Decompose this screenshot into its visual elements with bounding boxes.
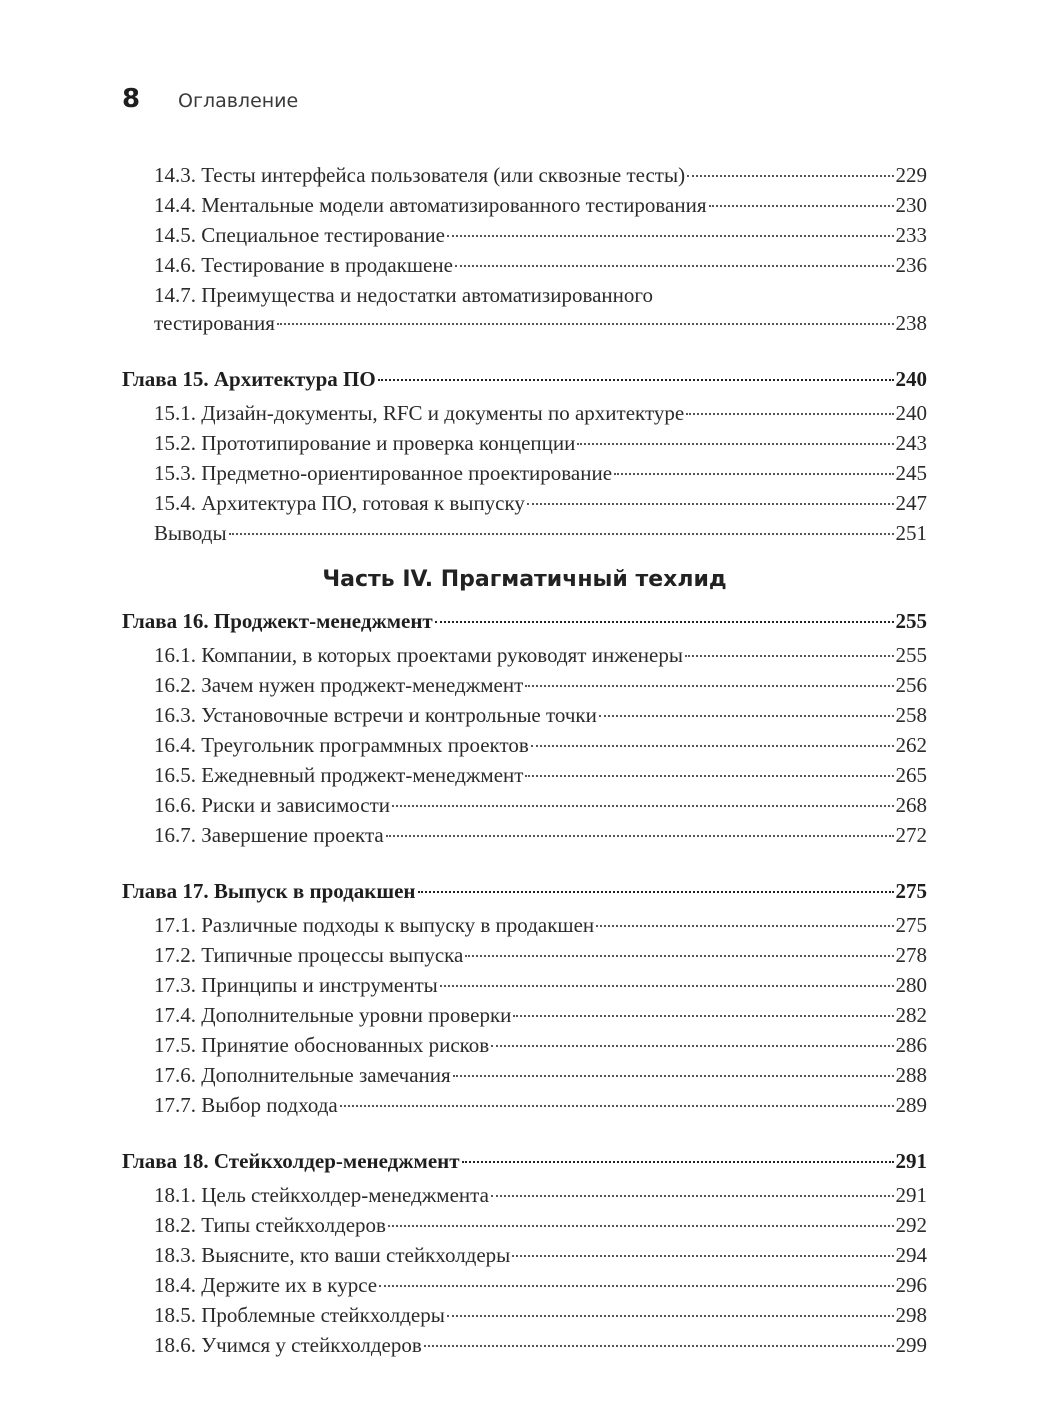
toc-entry[interactable] [122,1300,927,1330]
toc-entry[interactable] [122,1090,927,1120]
toc-entry-title: 16.3. Установочные встречи и контрольные точки [154,703,597,727]
dot-leader [379,1285,893,1287]
toc-entry-page: 294 [895,1243,927,1267]
dot-leader [525,685,893,687]
toc-entry-page: 240 [895,401,927,425]
toc-entry[interactable] [122,910,927,940]
dot-leader [491,1045,893,1047]
toc-entry-title: 18.1. Цель стейкхолдер-менеджмента [154,1183,489,1207]
page-number: 8 [122,84,141,114]
part-title[interactable]: Часть IV. Прагматичный техлид [322,567,727,592]
chapter-page: 275 [895,879,927,903]
toc-entry[interactable] [122,428,927,458]
toc-entry[interactable] [122,790,927,820]
toc-entry[interactable] [122,458,927,488]
toc-chapter-18[interactable] [122,1146,927,1176]
toc-entry-page: 272 [895,823,927,847]
toc-entry-title: 17.5. Принятие обоснованных рисков [154,1033,490,1057]
chapter-page: 255 [895,609,927,633]
toc-entry-title: 17.3. Принципы и инструменты [154,973,438,997]
toc-entry[interactable] [122,518,927,548]
toc-entry-title: 14.7. Преимущества и недостатки автоматизированного [154,283,653,307]
toc-entry-page: 298 [895,1303,927,1327]
toc-entry-page: 268 [895,793,927,817]
toc-entry[interactable] [122,398,927,428]
dot-leader [531,745,894,747]
toc-entry-title: 18.3. Выясните, кто ваши стейкхолдеры [154,1243,511,1267]
toc-entry[interactable] [122,760,927,790]
dot-leader [599,715,894,717]
dot-leader [513,1015,893,1017]
toc-entry-title: 18.5. Проблемные стейкхолдеры [154,1303,445,1327]
running-head [122,84,298,120]
toc-entry-title: тестирования [154,311,275,335]
toc-entry-page: 286 [895,1033,927,1057]
toc-entry[interactable] [122,820,927,850]
toc-chapter-16[interactable] [122,606,927,636]
dot-leader [447,235,894,237]
toc-entry[interactable] [122,700,927,730]
dot-leader [465,955,893,957]
toc-entry-title: 17.1. Различные подходы к выпуску в продакшен [154,913,595,937]
toc-entry[interactable] [122,1270,927,1300]
toc-entry-title: 14.3. Тесты интерфейса пользователя (или сквозные тесты) [154,163,686,187]
toc-entry[interactable] [122,1000,927,1030]
toc-entry-page: 238 [895,311,927,335]
dot-leader [596,925,893,927]
dot-leader [424,1345,894,1347]
toc-entry-page: 251 [895,521,927,545]
toc-entry[interactable] [122,1060,927,1090]
toc-entry[interactable] [122,640,927,670]
toc-entry[interactable] [122,940,927,970]
dot-leader [388,1225,894,1227]
toc-entry-title: 17.7. Выбор подхода [154,1093,338,1117]
dot-leader [447,1315,894,1317]
dot-leader [386,835,894,837]
toc-entry-title: 14.4. Ментальные модели автоматизированного тестирования [154,193,707,217]
toc-entry-title: 16.2. Зачем нужен проджект-менеджмент [154,673,524,697]
toc-entry-page: 265 [895,763,927,787]
toc-entry-title: 16.6. Риски и зависимости [154,793,391,817]
toc-entry-page: 245 [895,461,927,485]
toc-entry-page: 275 [895,913,927,937]
dot-leader [491,1195,894,1197]
dot-leader [686,413,893,415]
chapter-page: 291 [895,1149,927,1173]
dot-leader [392,805,893,807]
toc-entry-title: 15.2. Прототипирование и проверка концепции [154,431,576,455]
dot-leader [418,891,894,893]
toc-entry[interactable] [122,1210,927,1240]
dot-leader [455,265,894,267]
toc-entry[interactable] [122,1330,927,1360]
toc-entry-page: 288 [895,1063,927,1087]
toc-entry-page: 247 [895,491,927,515]
dot-leader [709,205,894,207]
toc-entry-title: 15.1. Дизайн-документы, RFC и документы по архитектуре [154,401,685,425]
toc-entry-page: 292 [895,1213,927,1237]
dot-leader [378,379,894,381]
dot-leader [614,473,893,475]
dot-leader [577,443,893,445]
chapter-title: Глава 18. Стейкхолдер-менеджмент [122,1149,460,1173]
toc-entry-page: 258 [895,703,927,727]
toc-entry-title: 18.2. Типы стейкхолдеров [154,1213,386,1237]
toc-entry-page: 230 [895,193,927,217]
dot-leader [687,175,893,177]
toc-entry-page: 280 [895,973,927,997]
toc-entry-page: 282 [895,1003,927,1027]
toc-entry-title: 17.4. Дополнительные уровни проверки [154,1003,512,1027]
toc-entry-title: 14.6. Тестирование в продакшене [154,253,453,277]
toc-entry[interactable] [122,220,927,250]
dot-leader [277,323,894,325]
toc-entry-page: 233 [895,223,927,247]
toc-chapter-15[interactable] [122,364,927,394]
toc-entry[interactable] [122,190,927,220]
chapter-title: Глава 16. Проджект-менеджмент [122,609,433,633]
toc-entry-title: 16.7. Завершение проекта [154,823,384,847]
dot-leader [527,503,894,505]
toc-entry-page: 291 [895,1183,927,1207]
toc-entry[interactable] [122,160,927,190]
toc-entry-title: 16.1. Компании, в которых проектами руководят инженеры [154,643,683,667]
dot-leader [340,1105,894,1107]
toc-entry-page: 262 [895,733,927,757]
chapter-page: 240 [895,367,927,391]
chapter-title: Глава 15. Архитектура ПО [122,367,376,391]
toc-entry[interactable] [122,970,927,1000]
toc-entry-page: 289 [895,1093,927,1117]
running-head-title: Оглавление [178,90,299,112]
toc-entry-title: 18.6. Учимся у стейкхолдеров [154,1333,422,1357]
toc-entry-title: Выводы [154,521,227,545]
toc-entry-page: 256 [895,673,927,697]
dot-leader [525,775,893,777]
toc-entry-title: 15.3. Предметно-ориентированное проектирование [154,461,613,485]
toc-entry[interactable] [122,250,927,280]
toc-chapter-17[interactable] [122,876,927,906]
toc-entry-page: 296 [895,1273,927,1297]
toc-entry-page: 236 [895,253,927,277]
toc-entry[interactable] [122,1030,927,1060]
dot-leader [229,533,894,535]
toc-entry-line1[interactable] [122,280,927,308]
toc-entry-line2[interactable] [122,308,927,338]
toc-entry-title: 17.2. Типичные процессы выпуска [154,943,464,967]
toc-entry[interactable] [122,730,927,760]
dot-leader [440,985,894,987]
toc-entry[interactable] [122,1180,927,1210]
dot-leader [435,621,894,623]
toc-entry-title: 15.4. Архитектура ПО, готовая к выпуску [154,491,525,515]
toc-entry-page: 299 [895,1333,927,1357]
toc-entry-page: 243 [895,431,927,455]
toc-entry[interactable] [122,670,927,700]
dot-leader [462,1161,894,1163]
toc-entry-title: 18.4. Держите их в курсе [154,1273,378,1297]
dot-leader [453,1075,894,1077]
toc-entry-page: 278 [895,943,927,967]
toc-entry-page: 255 [895,643,927,667]
table-of-contents [122,160,927,1360]
toc-entry[interactable] [122,1240,927,1270]
toc-entry-title: 16.5. Ежедневный проджект-менеджмент [154,763,524,787]
toc-entry-title: 16.4. Треугольник программных проектов [154,733,529,757]
chapter-title: Глава 17. Выпуск в продакшен [122,879,416,903]
toc-entry-page: 229 [895,163,927,187]
dot-leader [685,655,894,657]
toc-entry-title: 17.6. Дополнительные замечания [154,1063,451,1087]
toc-entry[interactable] [122,488,927,518]
dot-leader [512,1255,893,1257]
toc-entry-title: 14.5. Специальное тестирование [154,223,445,247]
